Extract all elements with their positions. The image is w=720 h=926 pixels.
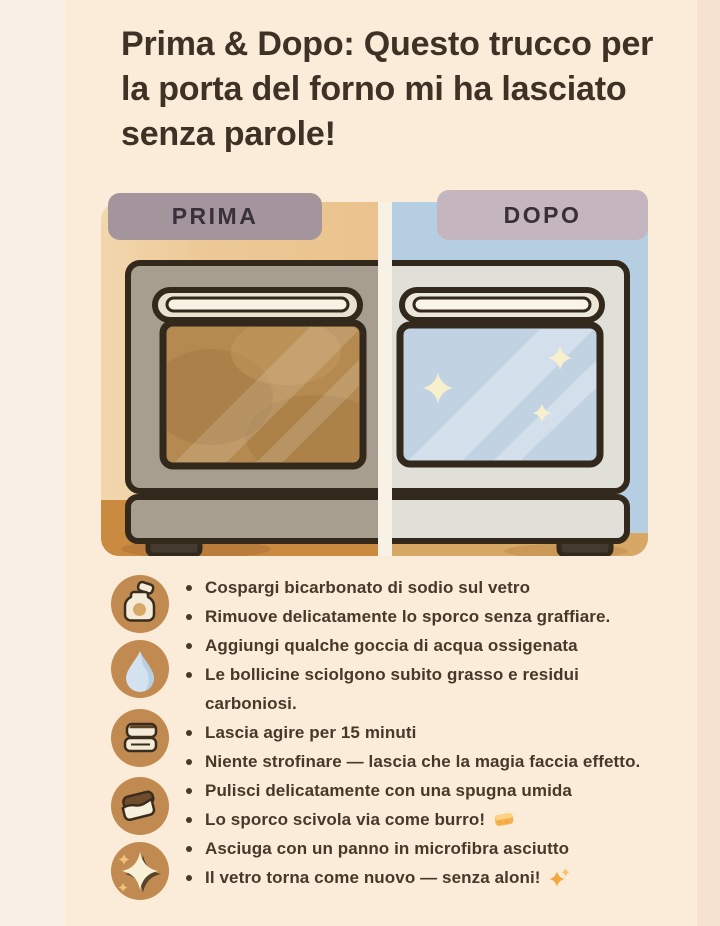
tip-bullet: Lascia agire per 15 minuti xyxy=(184,718,696,747)
before-badge-label: PRIMA xyxy=(171,203,259,229)
tips-list xyxy=(184,573,696,892)
after-badge xyxy=(437,190,648,240)
tip-bullet: Lo sporco scivola via come burro! xyxy=(184,805,696,834)
wait-stack-icon xyxy=(111,709,169,767)
before-badge xyxy=(108,193,322,240)
divider xyxy=(378,202,392,556)
tip-bullet: Le bollicine sciolgono subito grasso e residui xyxy=(184,660,696,689)
left-margin-band xyxy=(0,0,65,926)
before-after-illustration xyxy=(101,202,648,556)
tip-bullet: Niente strofinare — lascia che la magia faccia effetto. xyxy=(184,747,696,776)
sponge-icon xyxy=(111,777,169,835)
page-title: Prima & Dopo: Questo trucco per la porta del forno mi ha lasciato senza parole! xyxy=(121,25,654,153)
sponge-emoji xyxy=(493,811,515,828)
bullet-dot xyxy=(186,846,192,852)
after-badge-label: DOPO xyxy=(503,201,582,228)
bullet-dot xyxy=(186,817,192,823)
water-drop-icon xyxy=(111,640,169,698)
oven-illustration xyxy=(101,202,648,556)
tip-bullet-continuation: carboniosi. xyxy=(205,693,297,713)
tip-bullet: Asciuga con un panno in microfibra asciutto xyxy=(184,834,696,863)
bullet-dot xyxy=(186,672,192,678)
tip-bullet: Rimuove delicatamente lo sporco senza graffiare. xyxy=(184,602,696,631)
bullet-dot xyxy=(186,643,192,649)
bullet-dot xyxy=(186,730,192,736)
sparkles-emoji xyxy=(549,868,571,887)
baking-soda-jar-icon xyxy=(111,575,169,633)
bullet-dot xyxy=(186,788,192,794)
sparkle-icon xyxy=(111,842,169,900)
tip-bullet: Pulisci delicatamente con una spugna umida xyxy=(184,776,696,805)
bullet-dot xyxy=(186,875,192,881)
tip-bullet: Cospargi bicarbonato di sodio sul vetro xyxy=(184,573,696,602)
tip-bullet: Aggiungi qualche goccia di acqua ossigenata xyxy=(184,631,696,660)
right-margin-band xyxy=(697,0,720,926)
bullet-dot xyxy=(186,585,192,591)
bullet-dot xyxy=(186,614,192,620)
bullet-dot xyxy=(186,759,192,765)
tip-bullet: Il vetro torna come nuovo — senza aloni! xyxy=(184,863,696,892)
